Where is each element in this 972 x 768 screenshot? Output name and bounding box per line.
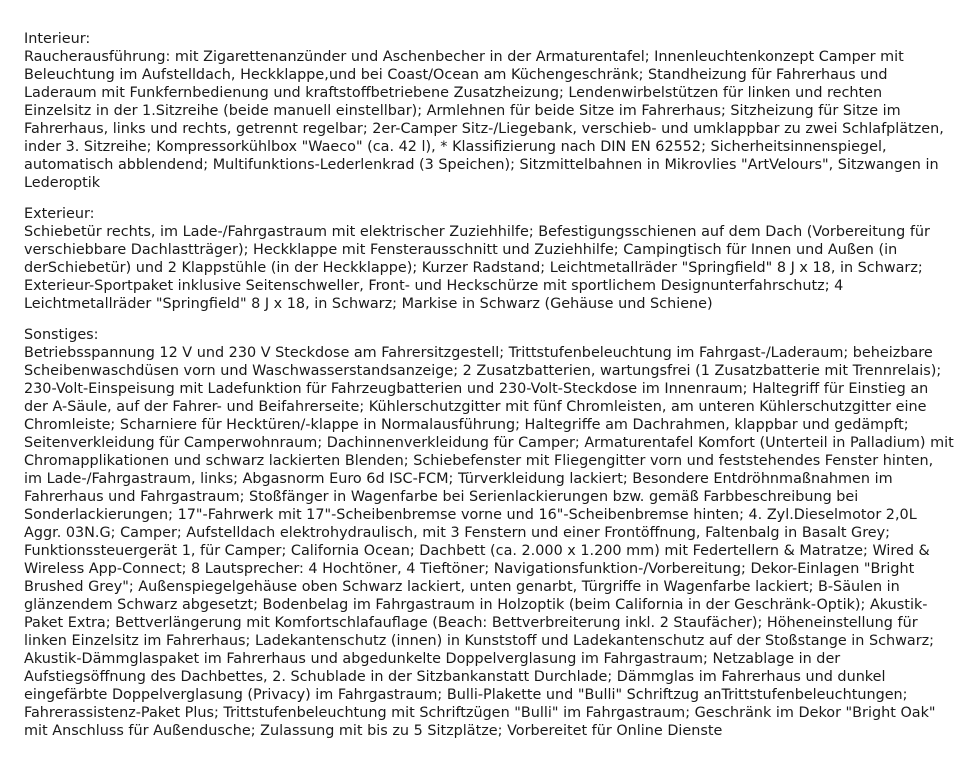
section-interieur [24, 30, 954, 192]
section-title: Interieur: [24, 31, 91, 47]
section-body: Betriebsspannung 12 V und 230 V Steckdose am Fahrersitzgestell; Trittstufenbeleuchtung im Fahrgast-/Laderaum; beheizbare Scheibenwaschdüsen vorn und Waschwasserstandsanzeige; 2 Zusatzbatterien, wartungsfrei (1 Zusatzbatterie mit Trennrelais); 230-Volt-Einspeisung mit Ladefunktion für Fahrzeugbatterien und 230-Volt-Steckdose im Innenraum; Haltegriff für Einstieg an der A-Säule, auf der Fahrer- und Beifahrerseite; Kühlerschutzgitter mit fünf Chromleisten, am unteren Kühlerschutzgitter eine Chromleiste; Scharniere für Hecktüren/-klappe in Normalausführung; Haltegriffe am Dachrahmen, klappbar und gedämpft; Seitenverkleidung für Camperwohnraum; Dachinnenverkleidung für Camper; Armaturentafel Komfort (Unterteil in Palladium) mit Chromapplikationen und schwarz lackierten Blenden; Schiebefenster mit Fliegengitter vorn und feststehendes Fenster hinten, im Lade-/Fahrgastraum, links; Abgasnorm Euro 6d ISC-FCM; Türverkleidung lackiert; Besondere Entdröhnmaßnahmen im Fahrerhaus und Fahrgastraum; Stoßfänger in Wagenfarbe bei Serienlackierungen bzw. gemäß Farbbeschreibung bei Sonderlackierungen; 17"-Fahrwerk mit 17"-Scheibenbremse vorne und 16"-Scheibenbremse hinten; 4. Zyl.Dieselmotor 2,0L Aggr. 03N.G; Camper; Aufstelldach elektrohydraulisch, mit 3 Fenstern und einer Frontöffnung, Faltenbalg in Basalt Grey; Funktionssteuergerät 1, für Camper; California Ocean; Dachbett (ca. 2.000 x 1.200 mm) mit Federtellern & Matratze; Wired & Wireless App-Connect; 8 Lautsprecher: 4 Hochtöner, 4 Tieftöner; Navigationsfunktion-/Vorbereitung; Dekor-Einlagen "Bright Brushed Grey"; Außenspiegelgehäuse oben Schwarz lackiert, unten genarbt, Türgriffe in Wagenfarbe lackiert; B-Säulen in glänzendem Schwarz abgesetzt; Bodenbelag im Fahrgastraum in Holzoptik (beim California in der Geschränk-Optik); Akustik-Paket Extra; Bettverlängerung mit Komfortschlafauflage (Beach: Bettverbreiterung inkl. 2 Staufächer); Höheneinstellung für linken Einzelsitz im Fahrerhaus; Ladekantenschutz (innen) in Kunststoff und Ladekantenschutz auf der Stoßstange in Schwarz; Akustik-Dämmglaspaket im Fahrerhaus und abgedunkelte Doppelverglasung im Fahrgastraum; Netzablage in der Aufstiegsöffnung des Dachbettes, 2. Schublade in der Sitzbankanstatt Durchlade; Dämmglas im Fahrerhaus und dunkel eingefärbte Doppelverglasung (Privacy) im Fahrgastraum; Bulli-Plakette und "Bulli" Schriftzug anTrittstufenbeleuchtungen; Fahrerassistenz-Paket Plus; Trittstufenbeleuchtung mit Schriftzügen "Bulli" im Fahrgastraum; Geschränk im Dekor "Bright Oak" mit Anschluss für Außendusche; Zulassung mit bis zu 5 Sitzplätze; Vorbereitet für Online Dienste [24, 345, 954, 739]
section-sonstiges [24, 326, 954, 740]
section-title: Exterieur: [24, 206, 95, 222]
section-exterieur [24, 205, 954, 313]
section-title: Sonstiges: [24, 327, 99, 343]
section-body: Raucherausführung: mit Zigarettenanzünder und Aschenbecher in der Armaturentafel; Innenleuchtenkonzept Camper mit Beleuchtung im Aufstelldach, Heckklappe,und bei Coast/Ocean am Küchengeschränk; Standheizung für Fahrerhaus und Laderaum mit Funkfernbedienung und kraftstoffbetriebene Zusatzheizung; Lendenwirbelstützen für linken und rechten Einzelsitz in der 1.Sitzreihe (beide manuell einstellbar); Armlehnen für beide Sitze im Fahrerhaus; Sitzheizung für Sitze im Fahrerhaus, links und rechts, getrennt regelbar; 2er-Camper Sitz-/Liegebank, verschieb- und umklappbar zu zwei Schlafplätzen, inder 3. Sitzreihe; Kompressorkühlbox "Waeco" (ca. 42 l), * Klassifizierung nach DIN EN 62552; Sicherheitsinnenspiegel, automatisch abblendend; Multifunktions-Lederlenkrad (3 Speichen); Sitzmittelbahnen in Mikrovlies "ArtVelours", Sitzwangen in Lederoptik [24, 49, 944, 191]
document [24, 30, 954, 753]
section-body: Schiebetür rechts, im Lade-/Fahrgastraum mit elektrischer Zuziehhilfe; Befestigungsschienen auf dem Dach (Vorbereitung für verschiebbare Dachlastträger); Heckklappe mit Fensterausschnitt und Zuziehhilfe; Campingtisch für Innen und Außen (in derSchiebetür) und 2 Klappstühle (in der Heckklappe); Kurzer Radstand; Leichtmetallräder "Springfield" 8 J x 18, in Schwarz; Exterieur-Sportpaket inklusive Seitenschweller, Front- und Heckschürze mit sportlichem Designunterfahrschutz; 4 Leichtmetallräder "Springfield" 8 J x 18, in Schwarz; Markise in Schwarz (Gehäuse und Schiene) [24, 224, 930, 312]
